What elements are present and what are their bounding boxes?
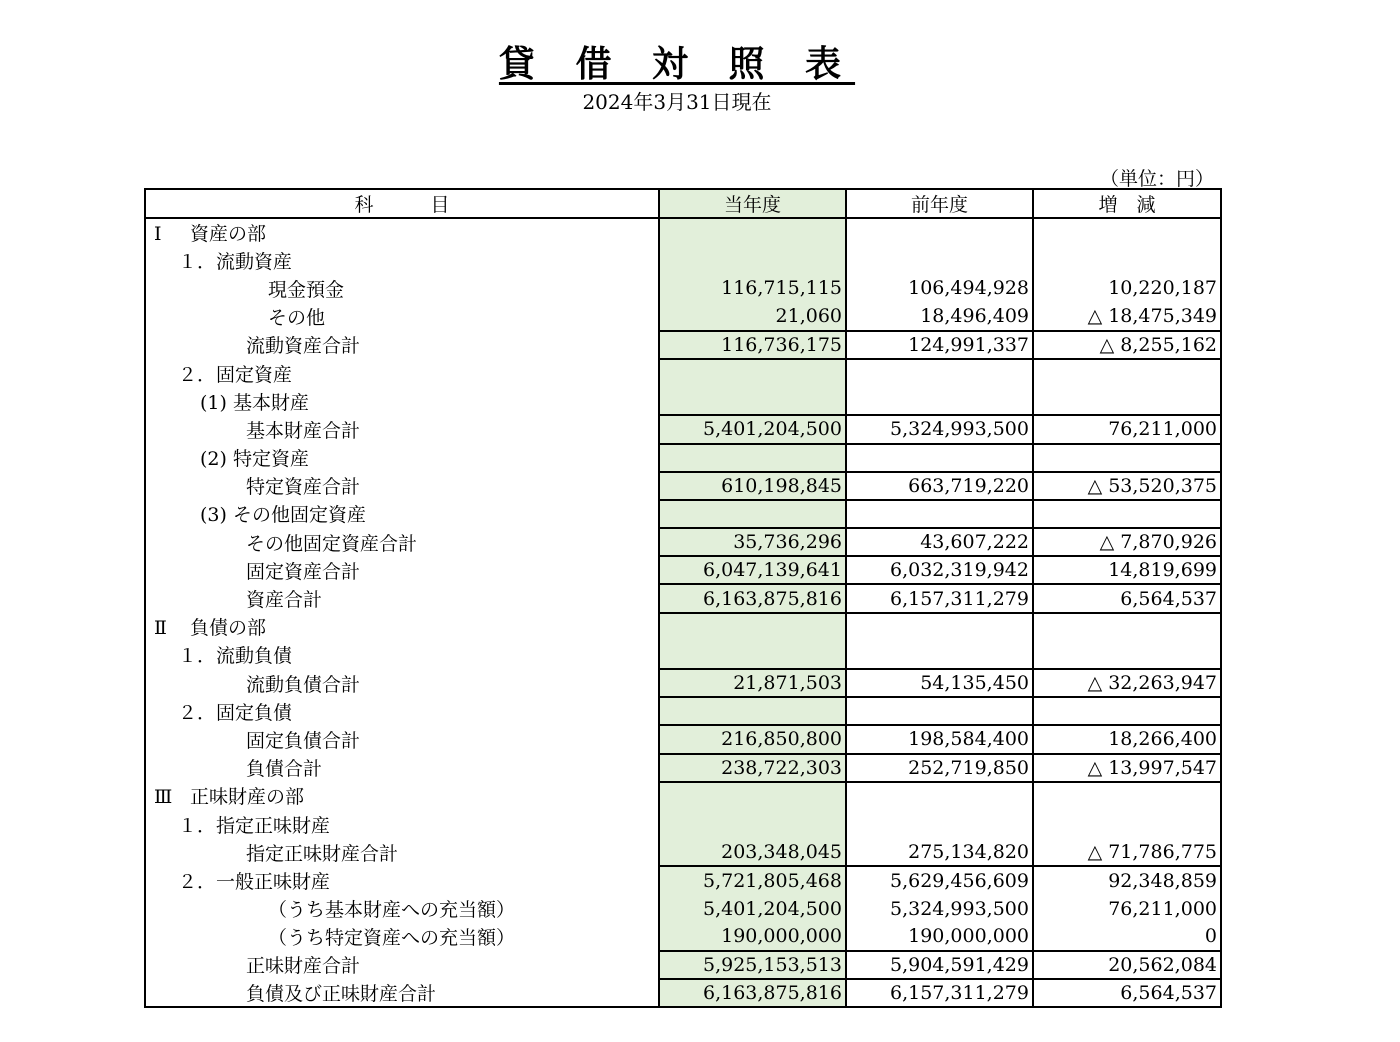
account-name-cell (145, 472, 659, 500)
account-name-cell (145, 444, 659, 472)
document-date: 2024年3月31日現在 (582, 90, 772, 114)
previous-year-cell (846, 641, 1033, 669)
account-label: （うち基本財産への充当額） (268, 899, 516, 922)
table-row (145, 641, 1221, 669)
previous-year-cell (846, 218, 1033, 246)
previous-year-cell: 5,324,993,500 (846, 415, 1033, 443)
table-row (145, 895, 1221, 923)
current-year-cell (659, 613, 846, 641)
previous-year-cell: 198,584,400 (846, 725, 1033, 753)
previous-year-cell: 190,000,000 (846, 923, 1033, 951)
table-row (145, 359, 1221, 387)
account-label: その他 (268, 307, 326, 330)
change-cell: 6,564,537 (1033, 584, 1221, 612)
account-label: 正味財産合計 (246, 955, 361, 978)
account-label: 負債の部 (190, 617, 267, 640)
change-cell: △ 53,520,375 (1033, 472, 1221, 500)
table-row (145, 415, 1221, 443)
current-year-cell (659, 444, 846, 472)
table-row (145, 669, 1221, 697)
document-title (0, 36, 1354, 87)
current-year-cell: 21,060 (659, 303, 846, 331)
current-year-cell: 5,401,204,500 (659, 895, 846, 923)
previous-year-cell (846, 697, 1033, 725)
header-account: 科 目 (145, 189, 659, 218)
account-name-cell (145, 218, 659, 246)
previous-year-cell (846, 246, 1033, 274)
change-cell: △ 7,870,926 (1033, 528, 1221, 556)
header-previous-year: 前年度 (846, 189, 1033, 218)
header-current-year: 当年度 (659, 189, 846, 218)
account-label: 資産合計 (246, 589, 323, 612)
current-year-cell: 116,715,115 (659, 274, 846, 302)
current-year-cell: 238,722,303 (659, 754, 846, 782)
previous-year-cell: 43,607,222 (846, 528, 1033, 556)
account-label: (1) 基本財産 (200, 391, 309, 414)
account-name-cell (145, 613, 659, 641)
table-row (145, 556, 1221, 584)
account-name-cell (145, 951, 659, 979)
change-cell (1033, 500, 1221, 528)
account-label: 固定資産合計 (246, 560, 361, 583)
account-name-cell (145, 246, 659, 274)
table-row (145, 528, 1221, 556)
table-row (145, 444, 1221, 472)
change-cell: 76,211,000 (1033, 895, 1221, 923)
table-row (145, 472, 1221, 500)
table-row (145, 584, 1221, 612)
account-label: １．流動資産 (178, 250, 293, 273)
current-year-cell: 5,721,805,468 (659, 866, 846, 894)
account-label: 負債合計 (246, 758, 323, 781)
change-cell (1033, 782, 1221, 810)
current-year-cell: 35,736,296 (659, 528, 846, 556)
change-cell: 18,266,400 (1033, 725, 1221, 753)
change-cell: △ 32,263,947 (1033, 669, 1221, 697)
account-name-cell (145, 754, 659, 782)
account-name-cell (145, 274, 659, 302)
previous-year-cell: 5,324,993,500 (846, 895, 1033, 923)
account-label: その他固定資産合計 (246, 532, 418, 555)
account-label: (2) 特定資産 (200, 448, 309, 471)
previous-year-cell (846, 359, 1033, 387)
account-name-cell (145, 641, 659, 669)
previous-year-cell (846, 444, 1033, 472)
table-body (145, 218, 1221, 1007)
document-title-text: 貸 借 対 照 表 (498, 43, 856, 85)
account-label: ２．固定資産 (178, 363, 293, 386)
account-name-cell (145, 923, 659, 951)
table-row (145, 246, 1221, 274)
previous-year-cell: 663,719,220 (846, 472, 1033, 500)
table-row (145, 697, 1221, 725)
account-label: 指定正味財産合計 (246, 842, 399, 865)
previous-year-cell: 106,494,928 (846, 274, 1033, 302)
account-name-cell (145, 782, 659, 810)
change-cell (1033, 613, 1221, 641)
account-name-cell (145, 979, 659, 1007)
current-year-cell: 610,198,845 (659, 472, 846, 500)
account-name-cell (145, 838, 659, 866)
account-name-cell (145, 725, 659, 753)
previous-year-cell (846, 500, 1033, 528)
current-year-cell (659, 810, 846, 838)
table-row (145, 218, 1221, 246)
section-marker: Ⅰ (154, 223, 162, 246)
change-cell: △ 8,255,162 (1033, 331, 1221, 359)
account-label: (3) その他固定資産 (200, 504, 366, 527)
previous-year-cell: 54,135,450 (846, 669, 1033, 697)
account-name-cell (145, 895, 659, 923)
change-cell: △ 18,475,349 (1033, 303, 1221, 331)
table-row (145, 274, 1221, 302)
table-row (145, 951, 1221, 979)
previous-year-cell: 18,496,409 (846, 303, 1033, 331)
account-label: 資産の部 (190, 223, 267, 246)
account-label: 正味財産の部 (190, 786, 305, 809)
previous-year-cell: 275,134,820 (846, 838, 1033, 866)
previous-year-cell: 5,629,456,609 (846, 866, 1033, 894)
change-cell (1033, 697, 1221, 725)
table-row (145, 979, 1221, 1007)
change-cell: △ 71,786,775 (1033, 838, 1221, 866)
section-marker: Ⅲ (154, 786, 173, 809)
table-row (145, 810, 1221, 838)
account-name-cell (145, 387, 659, 415)
previous-year-cell: 252,719,850 (846, 754, 1033, 782)
account-label: 現金預金 (268, 278, 345, 301)
section-marker: Ⅱ (154, 617, 167, 640)
account-label: １．流動負債 (178, 645, 293, 668)
change-cell: 6,564,537 (1033, 979, 1221, 1007)
current-year-cell (659, 697, 846, 725)
account-name-cell (145, 697, 659, 725)
current-year-cell (659, 218, 846, 246)
account-label: ２．固定負債 (178, 701, 293, 724)
table-row (145, 613, 1221, 641)
account-name-cell (145, 415, 659, 443)
previous-year-cell: 6,157,311,279 (846, 584, 1033, 612)
current-year-cell: 190,000,000 (659, 923, 846, 951)
table-row (145, 923, 1221, 951)
table-row (145, 838, 1221, 866)
change-cell (1033, 218, 1221, 246)
current-year-cell (659, 387, 846, 415)
change-cell: △ 13,997,547 (1033, 754, 1221, 782)
current-year-cell: 116,736,175 (659, 331, 846, 359)
current-year-cell (659, 782, 846, 810)
header-change: 増 減 (1033, 189, 1221, 218)
change-cell: 20,562,084 (1033, 951, 1221, 979)
current-year-cell: 203,348,045 (659, 838, 846, 866)
account-label: ２．一般正味財産 (178, 870, 331, 893)
current-year-cell: 6,163,875,816 (659, 584, 846, 612)
previous-year-cell: 6,032,319,942 (846, 556, 1033, 584)
account-name-cell (145, 528, 659, 556)
change-cell: 0 (1033, 923, 1221, 951)
account-label: 特定資産合計 (246, 476, 361, 499)
current-year-cell (659, 246, 846, 274)
account-name-cell (145, 866, 659, 894)
current-year-cell: 21,871,503 (659, 669, 846, 697)
previous-year-cell: 5,904,591,429 (846, 951, 1033, 979)
current-year-cell: 6,047,139,641 (659, 556, 846, 584)
table-row (145, 725, 1221, 753)
previous-year-cell (846, 810, 1033, 838)
account-label: 流動資産合計 (246, 335, 361, 358)
account-name-cell (145, 584, 659, 612)
current-year-cell: 5,925,153,513 (659, 951, 846, 979)
current-year-cell: 5,401,204,500 (659, 415, 846, 443)
account-label: １．指定正味財産 (178, 814, 331, 837)
change-cell (1033, 359, 1221, 387)
unit-label: （単位：円） (1100, 168, 1215, 190)
account-label: 固定負債合計 (246, 729, 361, 752)
current-year-cell (659, 359, 846, 387)
change-cell (1033, 444, 1221, 472)
account-name-cell (145, 810, 659, 838)
previous-year-cell (846, 613, 1033, 641)
change-cell: 92,348,859 (1033, 866, 1221, 894)
account-label: 負債及び正味財産合計 (246, 983, 437, 1006)
change-cell: 10,220,187 (1033, 274, 1221, 302)
table-row (145, 866, 1221, 894)
balance-sheet-table (144, 188, 1222, 1008)
change-cell: 76,211,000 (1033, 415, 1221, 443)
table-row (145, 331, 1221, 359)
account-name-cell (145, 359, 659, 387)
table-header-row (145, 189, 1221, 218)
account-label: 基本財産合計 (246, 419, 361, 442)
current-year-cell: 6,163,875,816 (659, 979, 846, 1007)
account-name-cell (145, 303, 659, 331)
previous-year-cell (846, 782, 1033, 810)
table-row (145, 782, 1221, 810)
change-cell (1033, 246, 1221, 274)
previous-year-cell (846, 387, 1033, 415)
account-label: 流動負債合計 (246, 673, 361, 696)
table-row (145, 754, 1221, 782)
table-row (145, 303, 1221, 331)
previous-year-cell: 6,157,311,279 (846, 979, 1033, 1007)
change-cell (1033, 641, 1221, 669)
account-name-cell (145, 669, 659, 697)
table-row (145, 500, 1221, 528)
table-row (145, 387, 1221, 415)
change-cell (1033, 810, 1221, 838)
previous-year-cell: 124,991,337 (846, 331, 1033, 359)
account-name-cell (145, 500, 659, 528)
current-year-cell (659, 641, 846, 669)
change-cell (1033, 387, 1221, 415)
change-cell: 14,819,699 (1033, 556, 1221, 584)
current-year-cell: 216,850,800 (659, 725, 846, 753)
current-year-cell (659, 500, 846, 528)
account-name-cell (145, 556, 659, 584)
account-label: （うち特定資産への充当額） (268, 927, 516, 950)
account-name-cell (145, 331, 659, 359)
